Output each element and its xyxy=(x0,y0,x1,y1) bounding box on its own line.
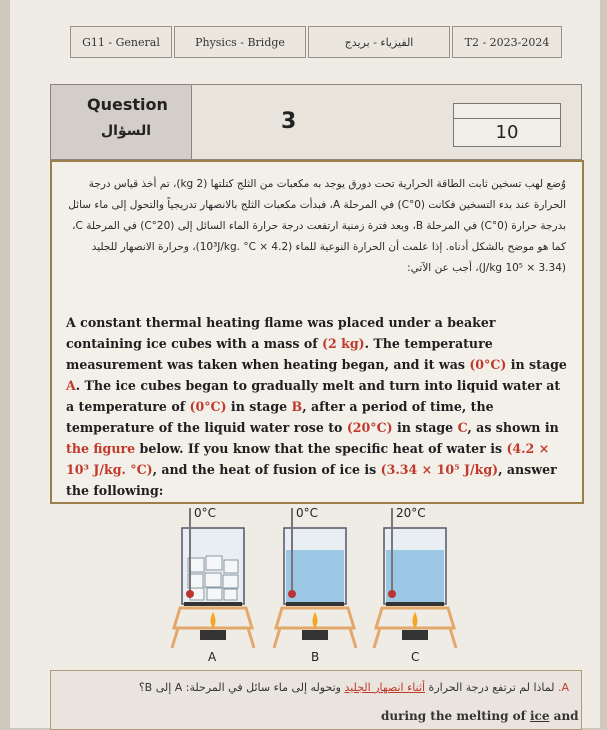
text-en-part: , and the heat of fusion of ice is xyxy=(152,462,381,477)
beaker-b-temp: 0°C xyxy=(296,506,319,520)
question-text-ar: وُضع لهب تسخين ثابت الطاقة الحرارية تحت دورق يوجد به مكعبات من الثلج كتلتها (2 kg)، تم أخذ قياس درجة الحرارة عند بدء التسخين فكانت (0°C) في المرحلة A، فبدأت مكعبات الثلج بالانصهار تدريجياً والتحول إلى ماء سائل بدرجة حرارة (0°C) في المرحلة B، وبعد فترة زمنية ارتفعت درجة حرارة الماء السائل إلى (20°C) في المرحلة C، كما هو موضح بالشكل أدناه. إذا علمت أن الحرارة النوعية للماء (4.2 × 10³J/kg. °C)، وحرارة الانصهار للجليد (3.34 × 10⁵ J/kg)، أجب عن الآتي: xyxy=(68,178,566,274)
stage-c-label: C xyxy=(411,650,420,664)
beakers-illustration xyxy=(170,498,470,668)
question-label-en: Question xyxy=(87,95,168,114)
question-number: 3 xyxy=(281,109,297,134)
grade-cell: G11 - General xyxy=(70,26,172,58)
question-text-box xyxy=(50,160,584,504)
subq-ar-part: لماذا لم ترتفع درجة الحرارة xyxy=(425,681,555,694)
question-row xyxy=(50,84,582,160)
stage-a-label: A xyxy=(208,650,217,664)
subquestion-letter: A. xyxy=(557,681,569,694)
worksheet-page xyxy=(10,0,600,728)
text-en-part: below. If you know that the specific heat of water is xyxy=(135,441,507,456)
subq-ar-highlight: أثناء انصهار الجليد xyxy=(344,681,426,694)
page-header xyxy=(70,26,560,60)
text-en-part: , as shown in xyxy=(467,420,559,435)
beaker-c xyxy=(374,508,456,648)
subq-en-part: and xyxy=(549,709,579,723)
temp-value: (0°C) xyxy=(189,399,227,414)
text-en-part: , answer the following: xyxy=(66,462,557,498)
beaker-c-temp: 20°C xyxy=(396,506,426,520)
question-label-ar: السؤال xyxy=(101,123,152,139)
stage-label: A xyxy=(66,378,76,393)
subq-ar-part: وتحوله إلى ماء سائل في المرحلة: A إلى B؟ xyxy=(138,681,345,694)
text-en-part: . The ice cubes began to gradually melt and turn into liquid water at a temperature of xyxy=(66,378,561,414)
question-text-en xyxy=(66,312,571,501)
temp-value: (0°C) xyxy=(469,357,507,372)
text-en-part: . The temperature measurement was taken when heating began, and it was xyxy=(66,336,493,372)
heat-of-fusion-value: (3.34 × 10⁵ J/kg) xyxy=(380,462,499,477)
text-en-part: , after a period of time, the temperature of the liquid water rose to xyxy=(66,399,494,435)
mass-value: (2 kg) xyxy=(322,336,365,351)
question-label-box xyxy=(51,85,192,159)
text-en-part: in stage xyxy=(392,420,458,435)
figure-reference: the figure xyxy=(66,441,136,456)
marks-value: 10 xyxy=(495,122,519,143)
beaker-a-temp: 0°C xyxy=(194,506,217,520)
heating-figure xyxy=(170,498,470,668)
text-en-part: A constant thermal heating flame was placed under a beaker containing ice cubes with a mass of xyxy=(66,315,496,351)
text-en-part: in stage xyxy=(226,399,292,414)
subject-en-cell: Physics - Bridge xyxy=(174,26,306,58)
stage-b-label: B xyxy=(311,650,320,664)
stage-label: B xyxy=(291,399,303,414)
temp-value: (20°C) xyxy=(346,420,393,435)
stage-label: C xyxy=(457,420,468,435)
subject-ar-cell: الفيزياء - بريدج xyxy=(308,26,450,58)
subquestion-a-text-ar xyxy=(61,681,569,694)
subq-en-ice: ice xyxy=(530,709,550,723)
marks-box xyxy=(453,103,561,147)
text-en-part: in stage xyxy=(506,357,567,372)
subquestion-a-text-en xyxy=(381,709,579,723)
marks-divider xyxy=(454,118,560,119)
subq-en-part: during the melting of xyxy=(381,709,530,723)
specific-heat-value: (4.2 × 10³ J/kg. °C) xyxy=(66,441,550,477)
beaker-b xyxy=(274,508,356,648)
subquestion-a xyxy=(50,670,582,730)
term-cell: T2 - 2023-2024 xyxy=(452,26,562,58)
beaker-a xyxy=(172,508,254,648)
